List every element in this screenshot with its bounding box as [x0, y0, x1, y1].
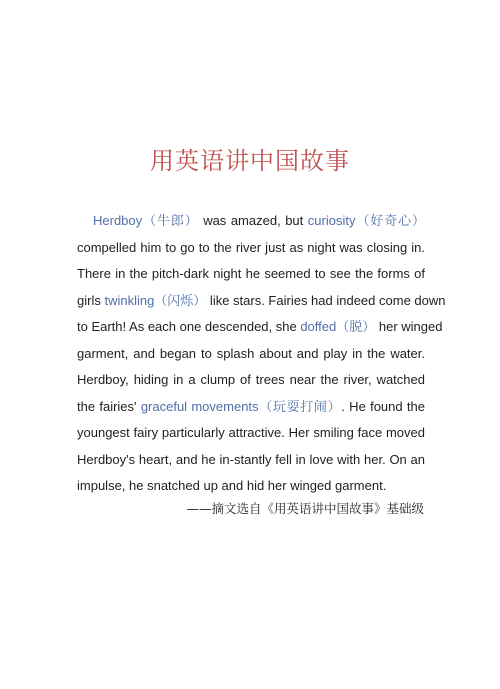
line-text: the fairies'	[77, 398, 141, 414]
paragraph-line-8	[77, 394, 425, 421]
highlight-doffed: doffed（脱）	[300, 319, 376, 334]
line-text: girls	[77, 292, 105, 308]
paragraph-line-4	[77, 288, 446, 315]
paragraph-line-10: Herdboy's heart, and he in-stantly fell in love with her. On an	[77, 451, 425, 467]
line-text: to Earth! As each one descended, she	[77, 319, 301, 334]
line-text: was amazed, but	[198, 213, 308, 228]
paragraph-line-11: impulse, he snatched up and hid her winged garment.	[77, 478, 387, 493]
highlight-twinkling: twinkling（闪烁）	[104, 292, 207, 308]
paragraph-line-6: garment, and began to splash about and play in the water.	[77, 345, 425, 361]
paragraph-line-9: youngest fairy particularly attractive. Her smiling face moved	[77, 425, 425, 440]
highlight-curiosity: curiosity（好奇心）	[307, 213, 425, 228]
paragraph-line-1	[77, 208, 425, 235]
page-title: 用英语讲中国故事	[150, 147, 350, 175]
source-attribution: ——摘文选自《用英语讲中国故事》基础级	[186, 501, 424, 516]
paragraph-line-7: Herdboy, hiding in a clump of trees near the river, watched	[77, 372, 425, 387]
highlight-graceful-movements: graceful movements（玩耍打闹）	[140, 398, 342, 414]
line-text: like stars. Fairies had indeed come down	[206, 292, 446, 308]
story-paragraph	[77, 208, 446, 500]
line-text: . He found the	[341, 398, 425, 414]
paragraph-line-3: There in the pitch-dark night he seemed to see the forms of	[77, 266, 425, 281]
line-text: her winged	[375, 319, 443, 334]
paragraph-line-5	[77, 314, 443, 341]
highlight-herdboy: Herdboy（牛郎）	[93, 213, 199, 228]
paragraph-line-2: compelled him to go to the river just as night was closing in.	[77, 239, 425, 255]
